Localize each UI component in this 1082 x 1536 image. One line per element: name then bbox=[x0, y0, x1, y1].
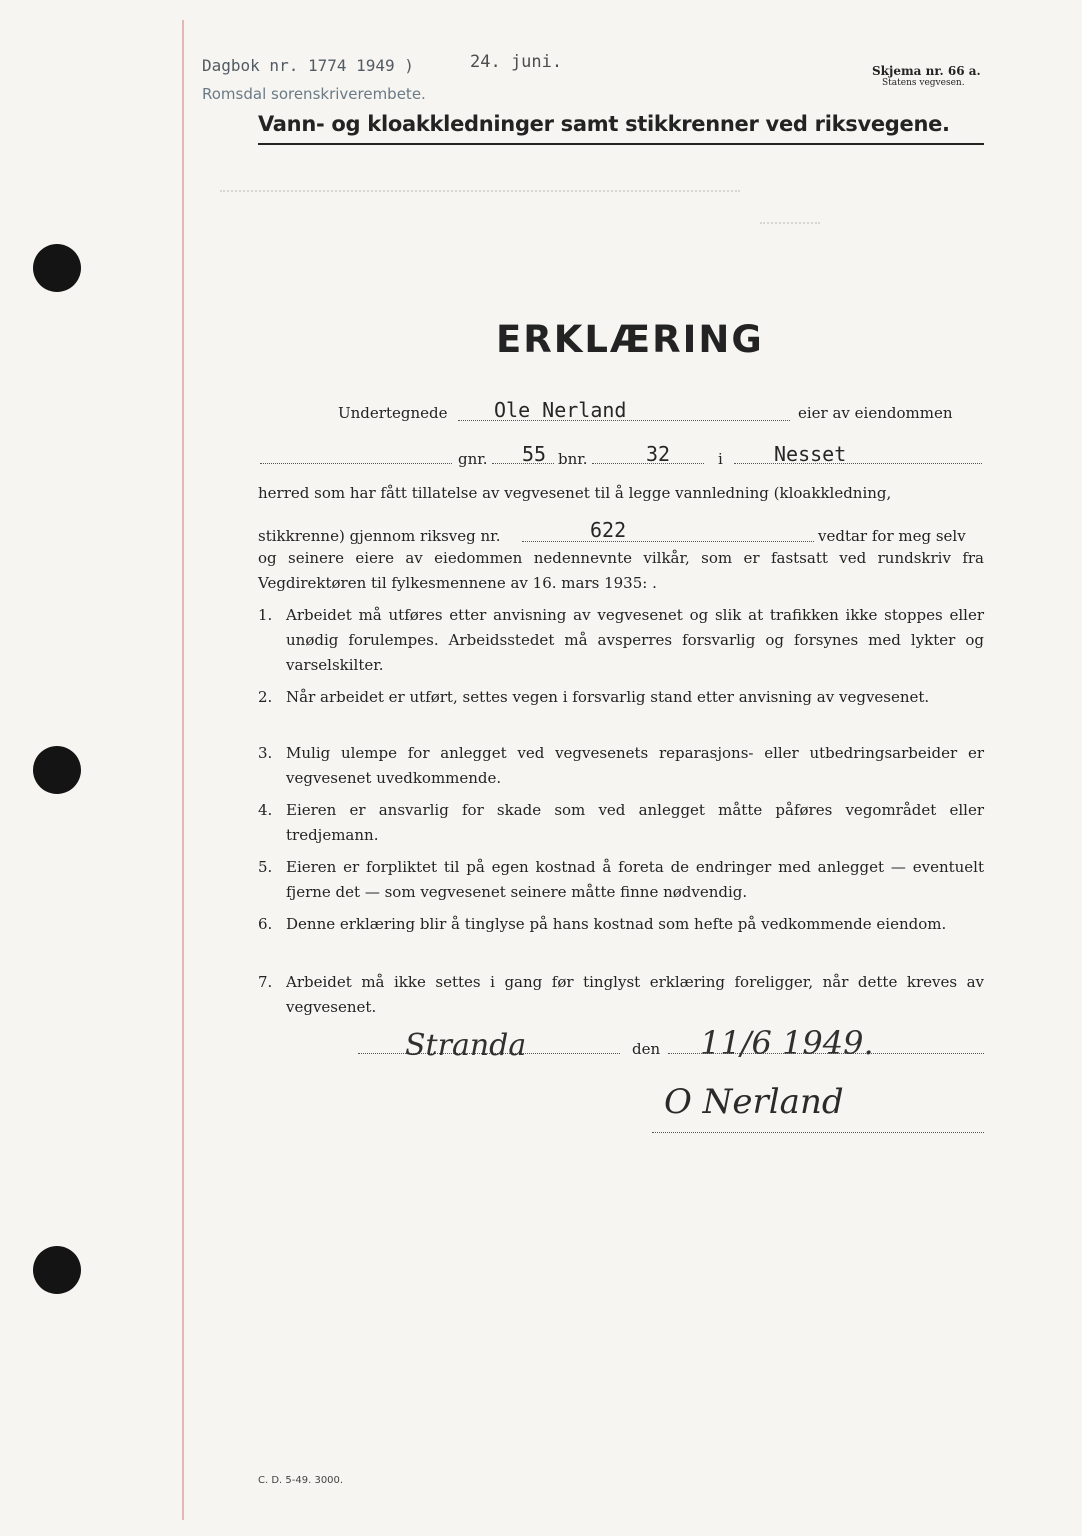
condition-text: Denne erklæring blir å tinglyse på hans kostnad som hefte på vedkommende eiendom. bbox=[286, 915, 947, 933]
i-label: i bbox=[718, 450, 723, 468]
gnr-label: gnr. bbox=[458, 450, 488, 468]
condition-text: Eieren er forpliktet til på egen kostnad å foreta de endringer med anlegget — eventuelt fjerne det — som vegvesenet seinere måtte finne nødvendig. bbox=[286, 858, 984, 901]
bleed-through bbox=[760, 208, 820, 224]
form-number bbox=[872, 64, 981, 88]
gnr-value: 55 bbox=[522, 442, 547, 466]
signature-date: 11/6 1949. bbox=[700, 1024, 874, 1062]
stamp-office: Romsdal sorenskriverembete. bbox=[202, 85, 426, 103]
form-number-text: Skjema nr. 66 a. bbox=[872, 64, 981, 78]
dotted-line bbox=[260, 463, 452, 464]
condition-text: Arbeidet må ikke settes i gang før tinglyst erklæring foreligger, når dette kreves av vegvesenet. bbox=[286, 973, 984, 1016]
header-rule bbox=[258, 143, 984, 145]
condition-item bbox=[258, 741, 984, 791]
intro-paragraph: og seinere eiere av eiedommen nedennevnte vilkår, som er fastsatt ved rundskriv fra Vegdirektøren til fylkesmennene av 16. mars 1935: . bbox=[258, 549, 984, 592]
margin-rule bbox=[182, 20, 184, 1520]
bnr-value: 32 bbox=[646, 442, 671, 466]
condition-item bbox=[258, 603, 984, 678]
punch-hole bbox=[33, 1246, 81, 1294]
herred-value: Nesset bbox=[774, 442, 847, 466]
condition-number: 4. bbox=[258, 801, 273, 819]
document-header-title: Vann- og kloakkledninger samt stikkrenner ved riksvegene. bbox=[258, 112, 950, 136]
punch-hole bbox=[33, 746, 81, 794]
signature-place: Stranda bbox=[405, 1028, 527, 1063]
stikkrenne-label: stikkrenne) gjennom riksveg nr. bbox=[258, 527, 501, 545]
condition-number: 6. bbox=[258, 915, 273, 933]
condition-item bbox=[258, 970, 984, 1020]
dotted-line bbox=[522, 541, 814, 542]
condition-text: Når arbeidet er utført, settes vegen i forsvarlig stand etter anvisning av vegvesenet. bbox=[286, 688, 930, 706]
condition-item bbox=[258, 855, 984, 905]
undertegnede-label: Undertegnede bbox=[338, 404, 448, 422]
form-issuer: Statens vegvesen. bbox=[882, 78, 965, 88]
condition-number: 1. bbox=[258, 606, 273, 624]
dotted-line bbox=[652, 1132, 984, 1133]
condition-item bbox=[258, 798, 984, 848]
bnr-label: bnr. bbox=[558, 450, 588, 468]
punch-hole bbox=[33, 244, 81, 292]
condition-number: 2. bbox=[258, 688, 273, 706]
condition-item bbox=[258, 912, 984, 937]
condition-text: Eieren er ansvarlig for skade som ved anlegget måtte påføres vegområdet eller tredjemann. bbox=[286, 801, 984, 844]
condition-number: 5. bbox=[258, 858, 273, 876]
condition-item bbox=[258, 685, 984, 710]
stamp-journal-number: Dagbok nr. 1774 1949 ) bbox=[202, 56, 414, 75]
print-code: C. D. 5-49. 3000. bbox=[258, 1475, 344, 1486]
condition-number: 3. bbox=[258, 744, 273, 762]
vedtar-label: vedtar for meg selv bbox=[818, 527, 966, 545]
stamp-date: 24. juni. bbox=[470, 52, 563, 72]
condition-text: Mulig ulempe for anlegget ved vegvesenets reparasjons- eller utbedringsarbeider er vegvesenet uvedkommende. bbox=[286, 744, 984, 787]
condition-text: Arbeidet må utføres etter anvisning av vegvesenet og slik at trafikken ikke stoppes eller unødig forulempes. Arbeidsstedet må avsperres forsvarlig og forsynes med lykter og varselskilter. bbox=[286, 606, 984, 674]
riksveg-value: 622 bbox=[590, 518, 627, 542]
eier-label: eier av eiendommen bbox=[798, 404, 953, 422]
dotted-line bbox=[734, 463, 982, 464]
condition-number: 7. bbox=[258, 973, 273, 991]
signature: O Nerland bbox=[664, 1082, 844, 1122]
page-title: ERKLÆRING bbox=[496, 318, 764, 361]
den-label: den bbox=[632, 1040, 661, 1058]
registry-stamp bbox=[202, 52, 426, 108]
herred-text: herred som har fått tillatelse av vegvesenet til å legge vannledning (kloakkledning, bbox=[258, 484, 892, 502]
bleed-through bbox=[220, 176, 740, 192]
owner-name: Ole Nerland bbox=[494, 398, 627, 422]
